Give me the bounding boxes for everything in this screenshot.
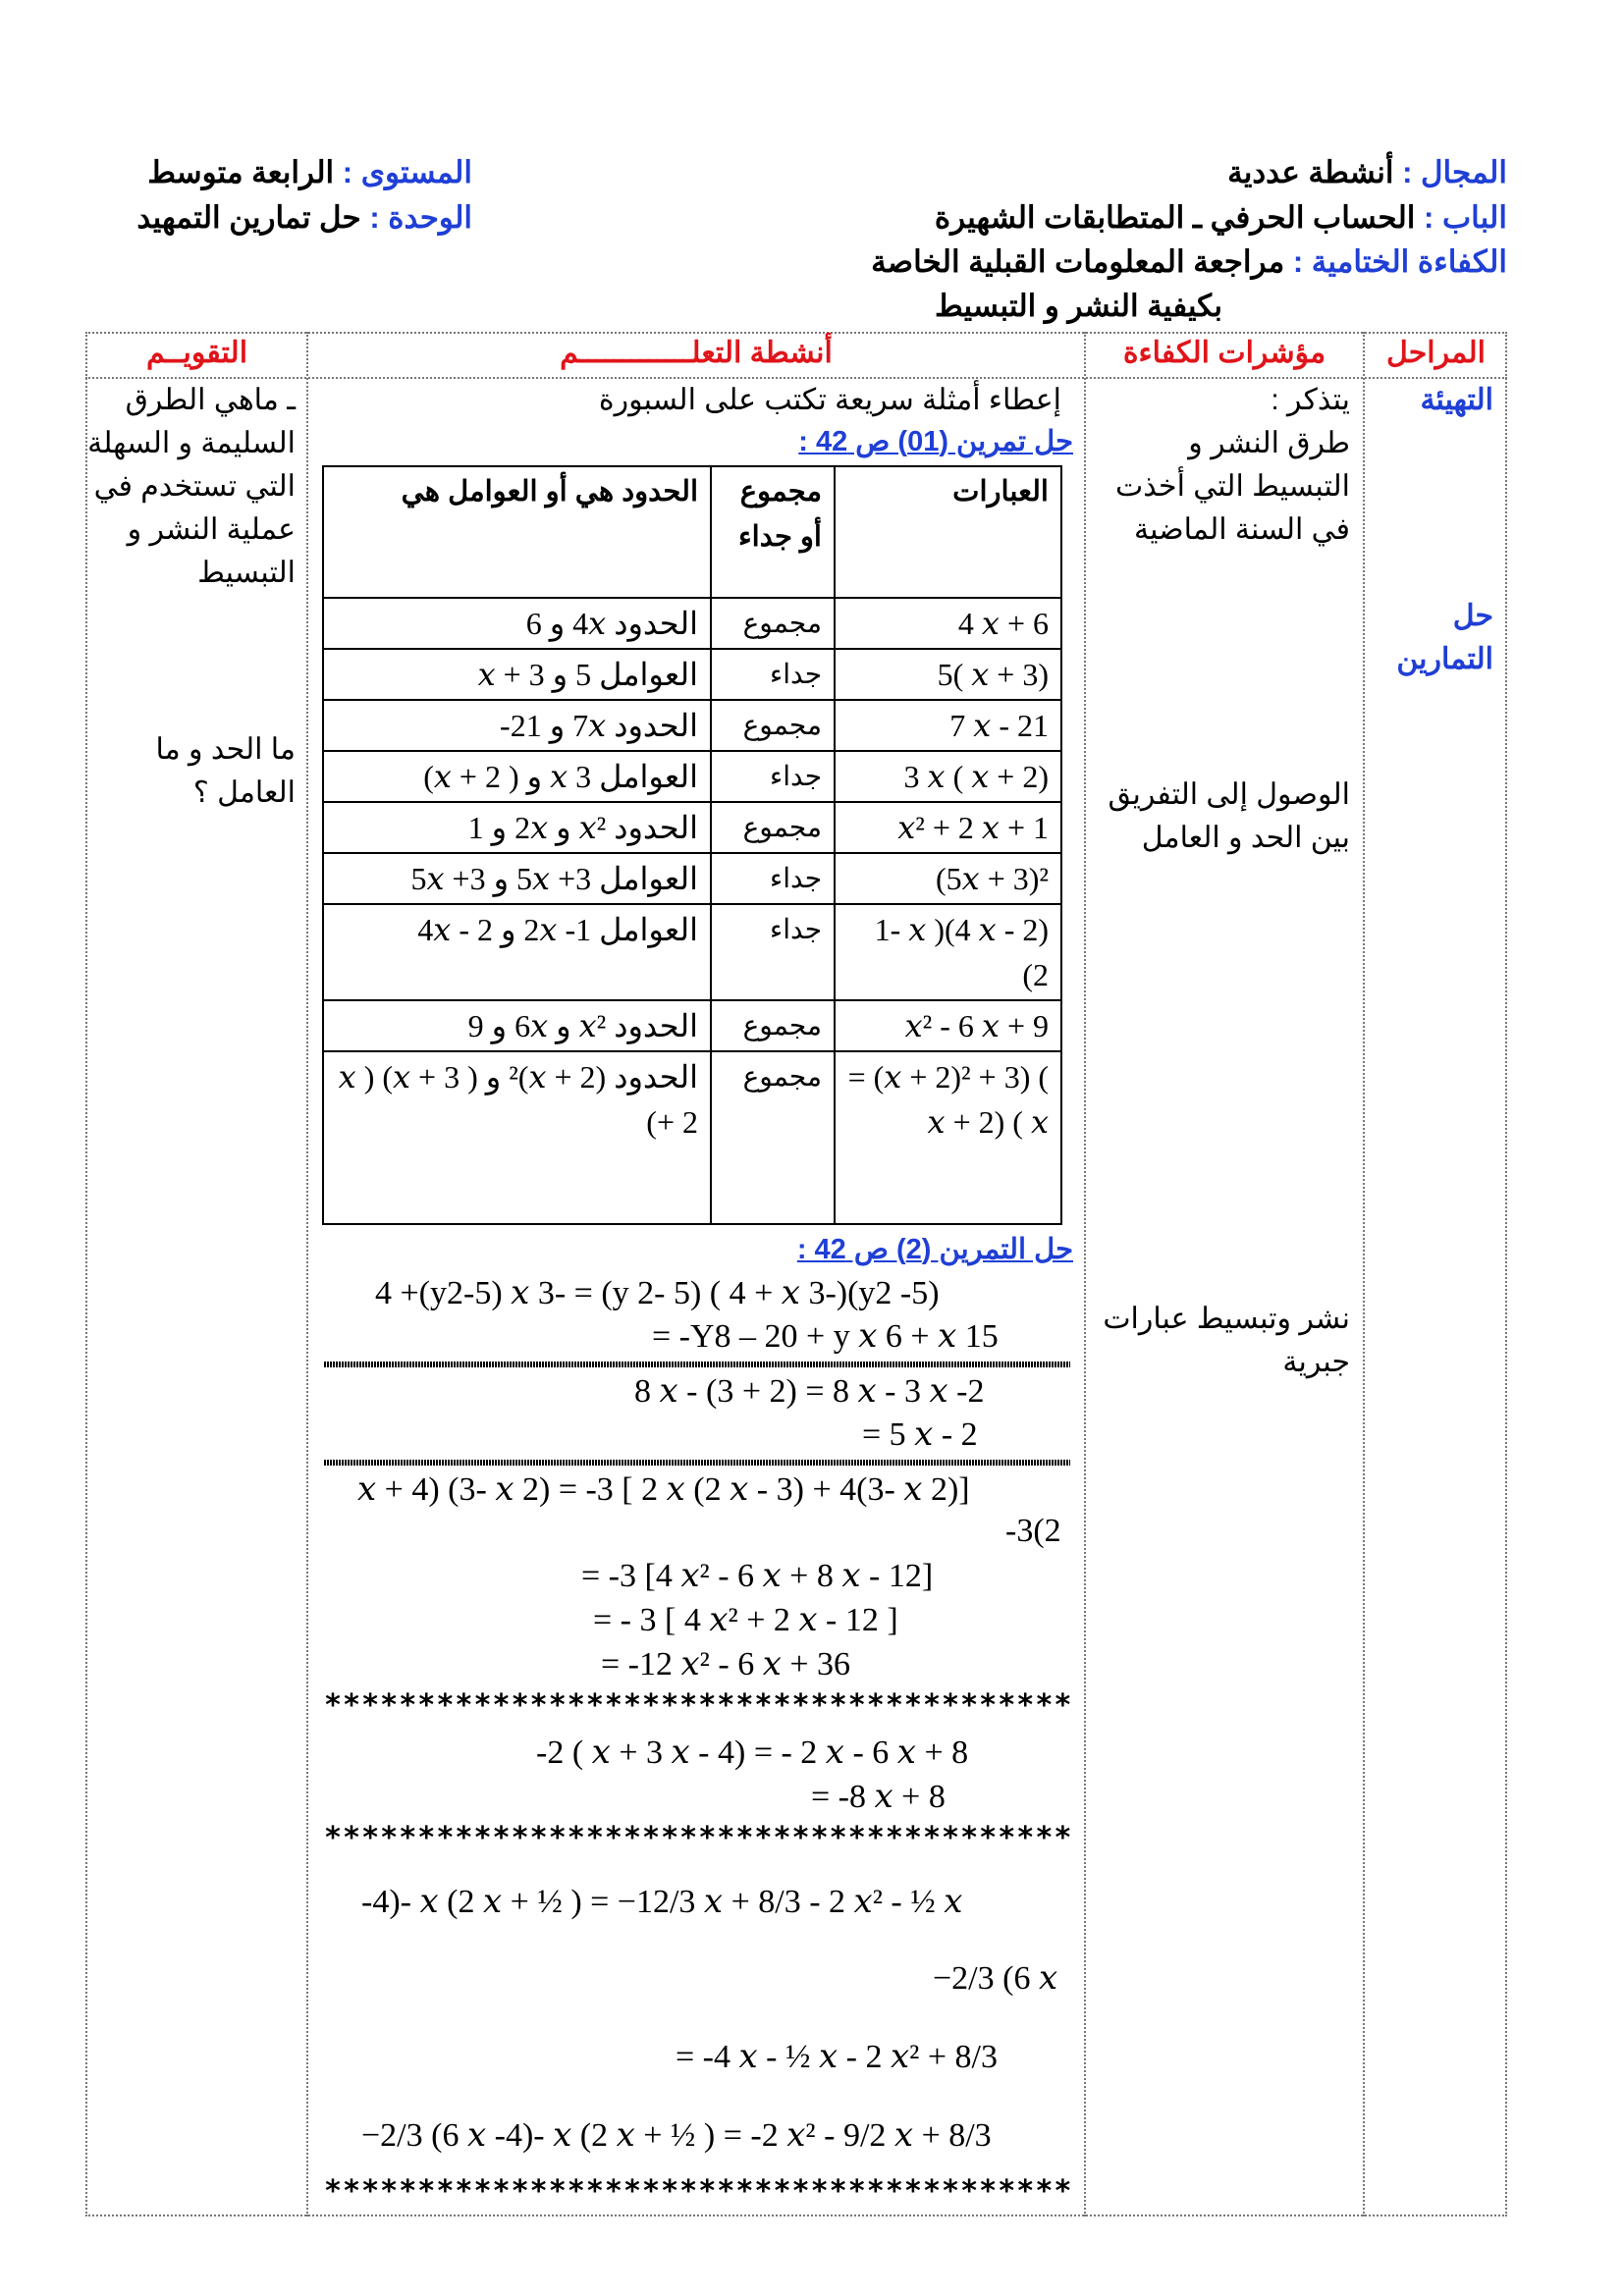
- type-cell: مجموع: [711, 1051, 835, 1224]
- math-line: = -Y8 – 20 + y 𝑥 6 + 𝑥 15: [652, 1318, 999, 1355]
- table-row: [323, 802, 1061, 853]
- math-line: = -3 [4 𝑥² - 6 𝑥 + 8 𝑥 - 12]: [581, 1558, 934, 1594]
- indicator-line: نشر وتبسيط عبارات: [1103, 1303, 1350, 1335]
- column-header-evaluation: التقويــم: [145, 337, 248, 369]
- indicator-expand: [1103, 1298, 1350, 1384]
- chapter-line: [935, 200, 1507, 236]
- level-value: الرابعة متوسط: [147, 155, 343, 189]
- unit-label: الوحدة :: [369, 200, 472, 235]
- type-cell: جداء: [711, 904, 835, 1000]
- table-header-terms: الحدود هي أو العوامل هي: [323, 466, 711, 598]
- competence-line-2: بكيفية النشر و التبسيط: [935, 289, 1222, 323]
- math-line: -3(2: [1005, 1513, 1061, 1549]
- separator-stars: ****************************************: [324, 1821, 1073, 1855]
- evaluation-line: عملية النشر و: [127, 513, 296, 546]
- expression-cell: 7 𝑥 - 21: [835, 700, 1061, 751]
- evaluation-line: السليمة و السهلة: [87, 427, 296, 459]
- separator-line: [324, 1460, 1070, 1466]
- indicator-line: التبسيط التي أخذت: [1115, 470, 1350, 503]
- type-cell: جداء: [711, 751, 835, 802]
- table-row: [323, 751, 1061, 802]
- chapter-value: الحساب الحرفي ـ المتطابقات الشهيرة: [934, 200, 1425, 235]
- domain-line: [1227, 155, 1507, 190]
- table-row: [323, 1000, 1061, 1051]
- expression-cell: (5𝑥 + 3)²: [835, 853, 1061, 904]
- evaluation-line: التبسيط: [197, 557, 296, 589]
- expression-cell: = (𝑥 + 2)² + 3) ( 𝑥 + 2) ( 𝑥: [835, 1051, 1061, 1224]
- domain-value: أنشطة عددية: [1227, 155, 1403, 189]
- math-line: -2 ( 𝑥 + 3 𝑥 - 4) = - 2 𝑥 - 6 𝑥 + 8: [536, 1735, 969, 1771]
- column-header-stages: المراحل: [1386, 337, 1486, 369]
- unit-line: [136, 200, 472, 236]
- evaluation-line: العامل ؟: [192, 776, 296, 809]
- math-line: = -4 𝑥 - ½ 𝑥 - 2 𝑥² + 8/3: [676, 2039, 998, 2075]
- evaluation-line: ـ ماهي الطرق: [125, 384, 296, 416]
- math-line: = -8 𝑥 + 8: [811, 1779, 946, 1815]
- unit-value: حل تمارين التمهيد: [136, 200, 370, 235]
- math-line: -4)- 𝑥 (2 𝑥 + ½ ) = −12/3 𝑥 + 8/3 - 2 𝑥² - ½ 𝑥: [361, 1884, 963, 1920]
- indicator-line: في السنة الماضية: [1134, 513, 1350, 546]
- evaluation-question-term-factor: [156, 728, 297, 815]
- terms-factors-table: [322, 465, 1062, 1225]
- terms-cell: العوامل 5𝑥 +3 و 5𝑥 +3: [323, 853, 711, 904]
- expression-cell: 𝑥² - 6 𝑥 + 9: [835, 1000, 1061, 1051]
- separator-stars: ****************************************: [324, 2174, 1073, 2209]
- math-line: 𝑥 + 4) (3- 𝑥 2) = -3 [ 2 𝑥 (2 𝑥 - 3) + 4(3- 𝑥 2)]: [357, 1471, 970, 1508]
- expression-cell: 1- 𝑥 )(4 𝑥 - 2) (2: [835, 904, 1061, 1000]
- expression-cell: 3 𝑥 ( 𝑥 + 2): [835, 751, 1061, 802]
- indicator-distinguish: [1108, 774, 1350, 860]
- column-divider: [306, 332, 308, 2216]
- terms-cell: العوامل 𝑥 3 و ( 𝑥 + 2): [323, 751, 711, 802]
- table-row: [323, 649, 1061, 700]
- indicator-line: بين الحد و العامل: [1141, 822, 1350, 854]
- terms-cell: الحدود 7𝑥 و 21-: [323, 700, 711, 751]
- type-cell: مجموع: [711, 1000, 835, 1051]
- stage-exercises-2: التمارين: [1396, 643, 1493, 675]
- competence-line: [871, 244, 1507, 280]
- competence-label: الكفاءة الختامية :: [1292, 244, 1507, 279]
- expression-cell: 5( 𝑥 + 3): [835, 649, 1061, 700]
- terms-cell: الحدود (𝑥 + 2)² و ( 𝑥 + 3) ( 𝑥 + 2): [323, 1051, 711, 1224]
- table-header-type: مجموع أو جداء: [711, 466, 835, 598]
- exercise-2-title: حل التمرين (2) ص 42 :: [796, 1234, 1073, 1265]
- terms-cell: الحدود 𝑥² و 6𝑥 و 9: [323, 1000, 711, 1051]
- chapter-label: الباب :: [1424, 200, 1507, 235]
- table-row: [323, 904, 1061, 1000]
- stage-warmup: التهيئة: [1420, 384, 1493, 416]
- table-row: [323, 598, 1061, 649]
- exercise-1-title: حل تمرين (01) ص 42 :: [798, 426, 1073, 457]
- table-row: [323, 1051, 1061, 1224]
- column-divider: [1363, 332, 1365, 2216]
- level-line: [147, 155, 472, 190]
- math-line: = -12 𝑥² - 6 𝑥 + 36: [601, 1646, 851, 1682]
- type-cell: جداء: [711, 649, 835, 700]
- math-line: −2/3 (6 𝑥: [933, 1960, 1058, 1997]
- math-line: = - 3 [ 4 𝑥² + 2 𝑥 - 12 ]: [593, 1602, 898, 1638]
- competence-value: مراجعة المعلومات القبلية الخاصة: [871, 244, 1293, 279]
- column-header-activities: أنشطة التعلـــــــــــــم: [560, 337, 833, 369]
- type-cell: مجموع: [711, 598, 835, 649]
- type-cell: جداء: [711, 853, 835, 904]
- separator-line: [324, 1362, 1070, 1367]
- evaluation-line: التي تستخدم في: [93, 470, 296, 503]
- terms-cell: الحدود 4𝑥 و 6: [323, 598, 711, 649]
- table-header-row: [323, 466, 1061, 598]
- indicator-line: الوصول إلى التفريق: [1108, 778, 1350, 811]
- indicator-line: طرق النشر و: [1188, 427, 1350, 459]
- table-row: [323, 853, 1061, 904]
- terms-cell: العوامل 1- 2𝑥 و 4𝑥 - 2: [323, 904, 711, 1000]
- expression-cell: 𝑥² + 2 𝑥 + 1: [835, 802, 1061, 853]
- table-header-expression: العبارات: [835, 466, 1061, 598]
- expression-cell: 4 𝑥 + 6: [835, 598, 1061, 649]
- math-line: 4 +(y2-5) 𝑥 3- = (y 2- 5) ( 4 + 𝑥 3-)(y2 -5): [375, 1275, 940, 1311]
- math-line: −2/3 (6 𝑥 -4)- 𝑥 (2 𝑥 + ½ ) = -2 𝑥² - 9/2 𝑥 + 8/3: [361, 2117, 992, 2154]
- indicator-line: يتذكر :: [1271, 384, 1350, 416]
- evaluation-line: ما الحد و ما: [155, 733, 296, 766]
- column-divider: [1084, 332, 1086, 2216]
- terms-cell: الحدود 𝑥² و 2𝑥 و 1: [323, 802, 711, 853]
- evaluation-question-methods: [87, 379, 296, 595]
- terms-cell: العوامل 5 و 𝑥 + 3: [323, 649, 711, 700]
- separator-stars: ****************************************: [324, 1688, 1073, 1723]
- type-cell: مجموع: [711, 700, 835, 751]
- indicator-recall: [1115, 379, 1350, 552]
- indicator-line: جبرية: [1282, 1346, 1350, 1378]
- table-row: [323, 700, 1061, 751]
- stage-exercises-1: حل: [1452, 600, 1493, 632]
- math-line: 8 𝑥 - (3 + 2) = 8 𝑥 - 3 𝑥 -2: [634, 1373, 985, 1410]
- activity-intro: إعطاء أمثلة سريعة تكتب على السبورة: [598, 384, 1061, 416]
- type-cell: مجموع: [711, 802, 835, 853]
- level-label: المستوى :: [342, 155, 472, 189]
- math-line: = 5 𝑥 - 2: [862, 1416, 978, 1453]
- column-header-indicators: مؤشرات الكفاءة: [1122, 337, 1326, 369]
- domain-label: المجال :: [1402, 155, 1507, 189]
